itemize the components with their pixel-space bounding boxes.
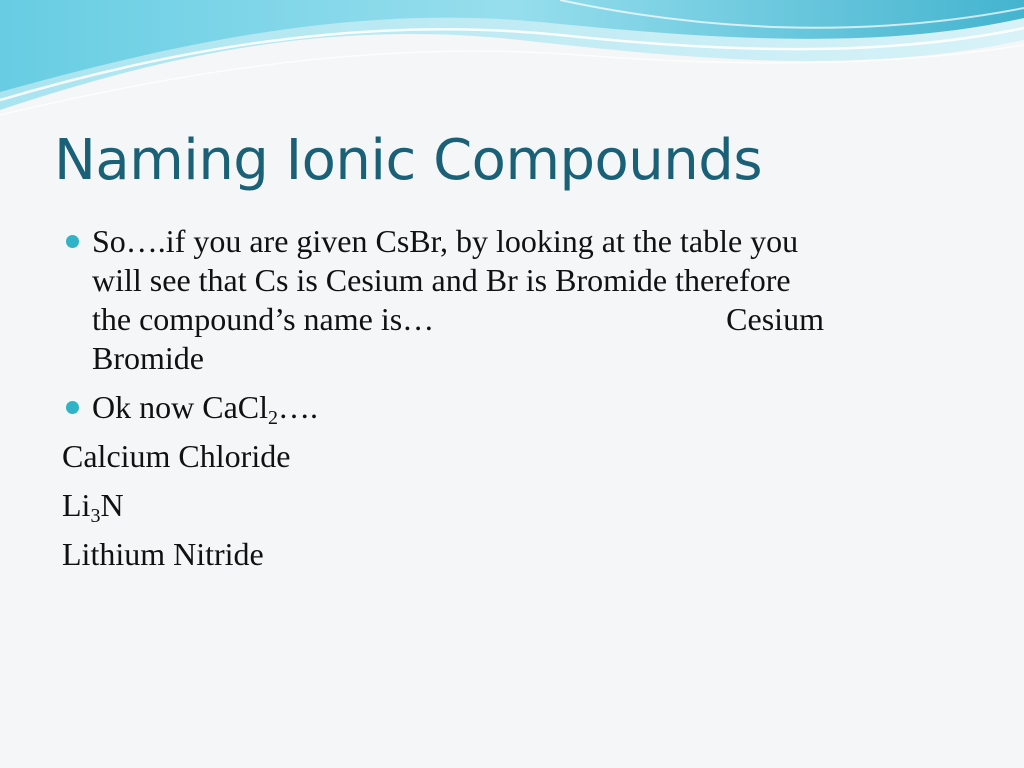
formula-prefix: Li: [62, 487, 91, 523]
header-wave-decoration: [0, 0, 1024, 140]
bullet-line: will see that Cs is Cesium and Br is Bromide therefore: [92, 262, 791, 298]
formula-suffix: ….: [278, 389, 318, 425]
answer-text: Calcium Chloride: [62, 438, 291, 474]
slide-title: Naming Ionic Compounds: [54, 128, 763, 193]
formula-subscript: 3: [90, 505, 101, 527]
bullet-item: [62, 388, 962, 427]
bullet-icon: [66, 401, 79, 414]
formula-text: [62, 486, 962, 525]
formula-subscript: 2: [268, 407, 278, 429]
bullet-line: So….if you are given CsBr, by looking at the table you: [92, 223, 799, 259]
slide-body: [62, 222, 962, 574]
bullet-line-start: the compound’s name is…: [92, 301, 435, 337]
answer-text: Lithium Nitride: [62, 536, 264, 572]
formula-prefix: Ok now CaCl: [92, 389, 268, 425]
bullet-item: [62, 222, 962, 378]
bullet-icon: [66, 235, 79, 248]
bullet-line: [92, 300, 962, 339]
bullet-line: Bromide: [92, 340, 204, 376]
formula-suffix: N: [100, 487, 124, 523]
bullet-line-end: Cesium: [726, 301, 824, 337]
